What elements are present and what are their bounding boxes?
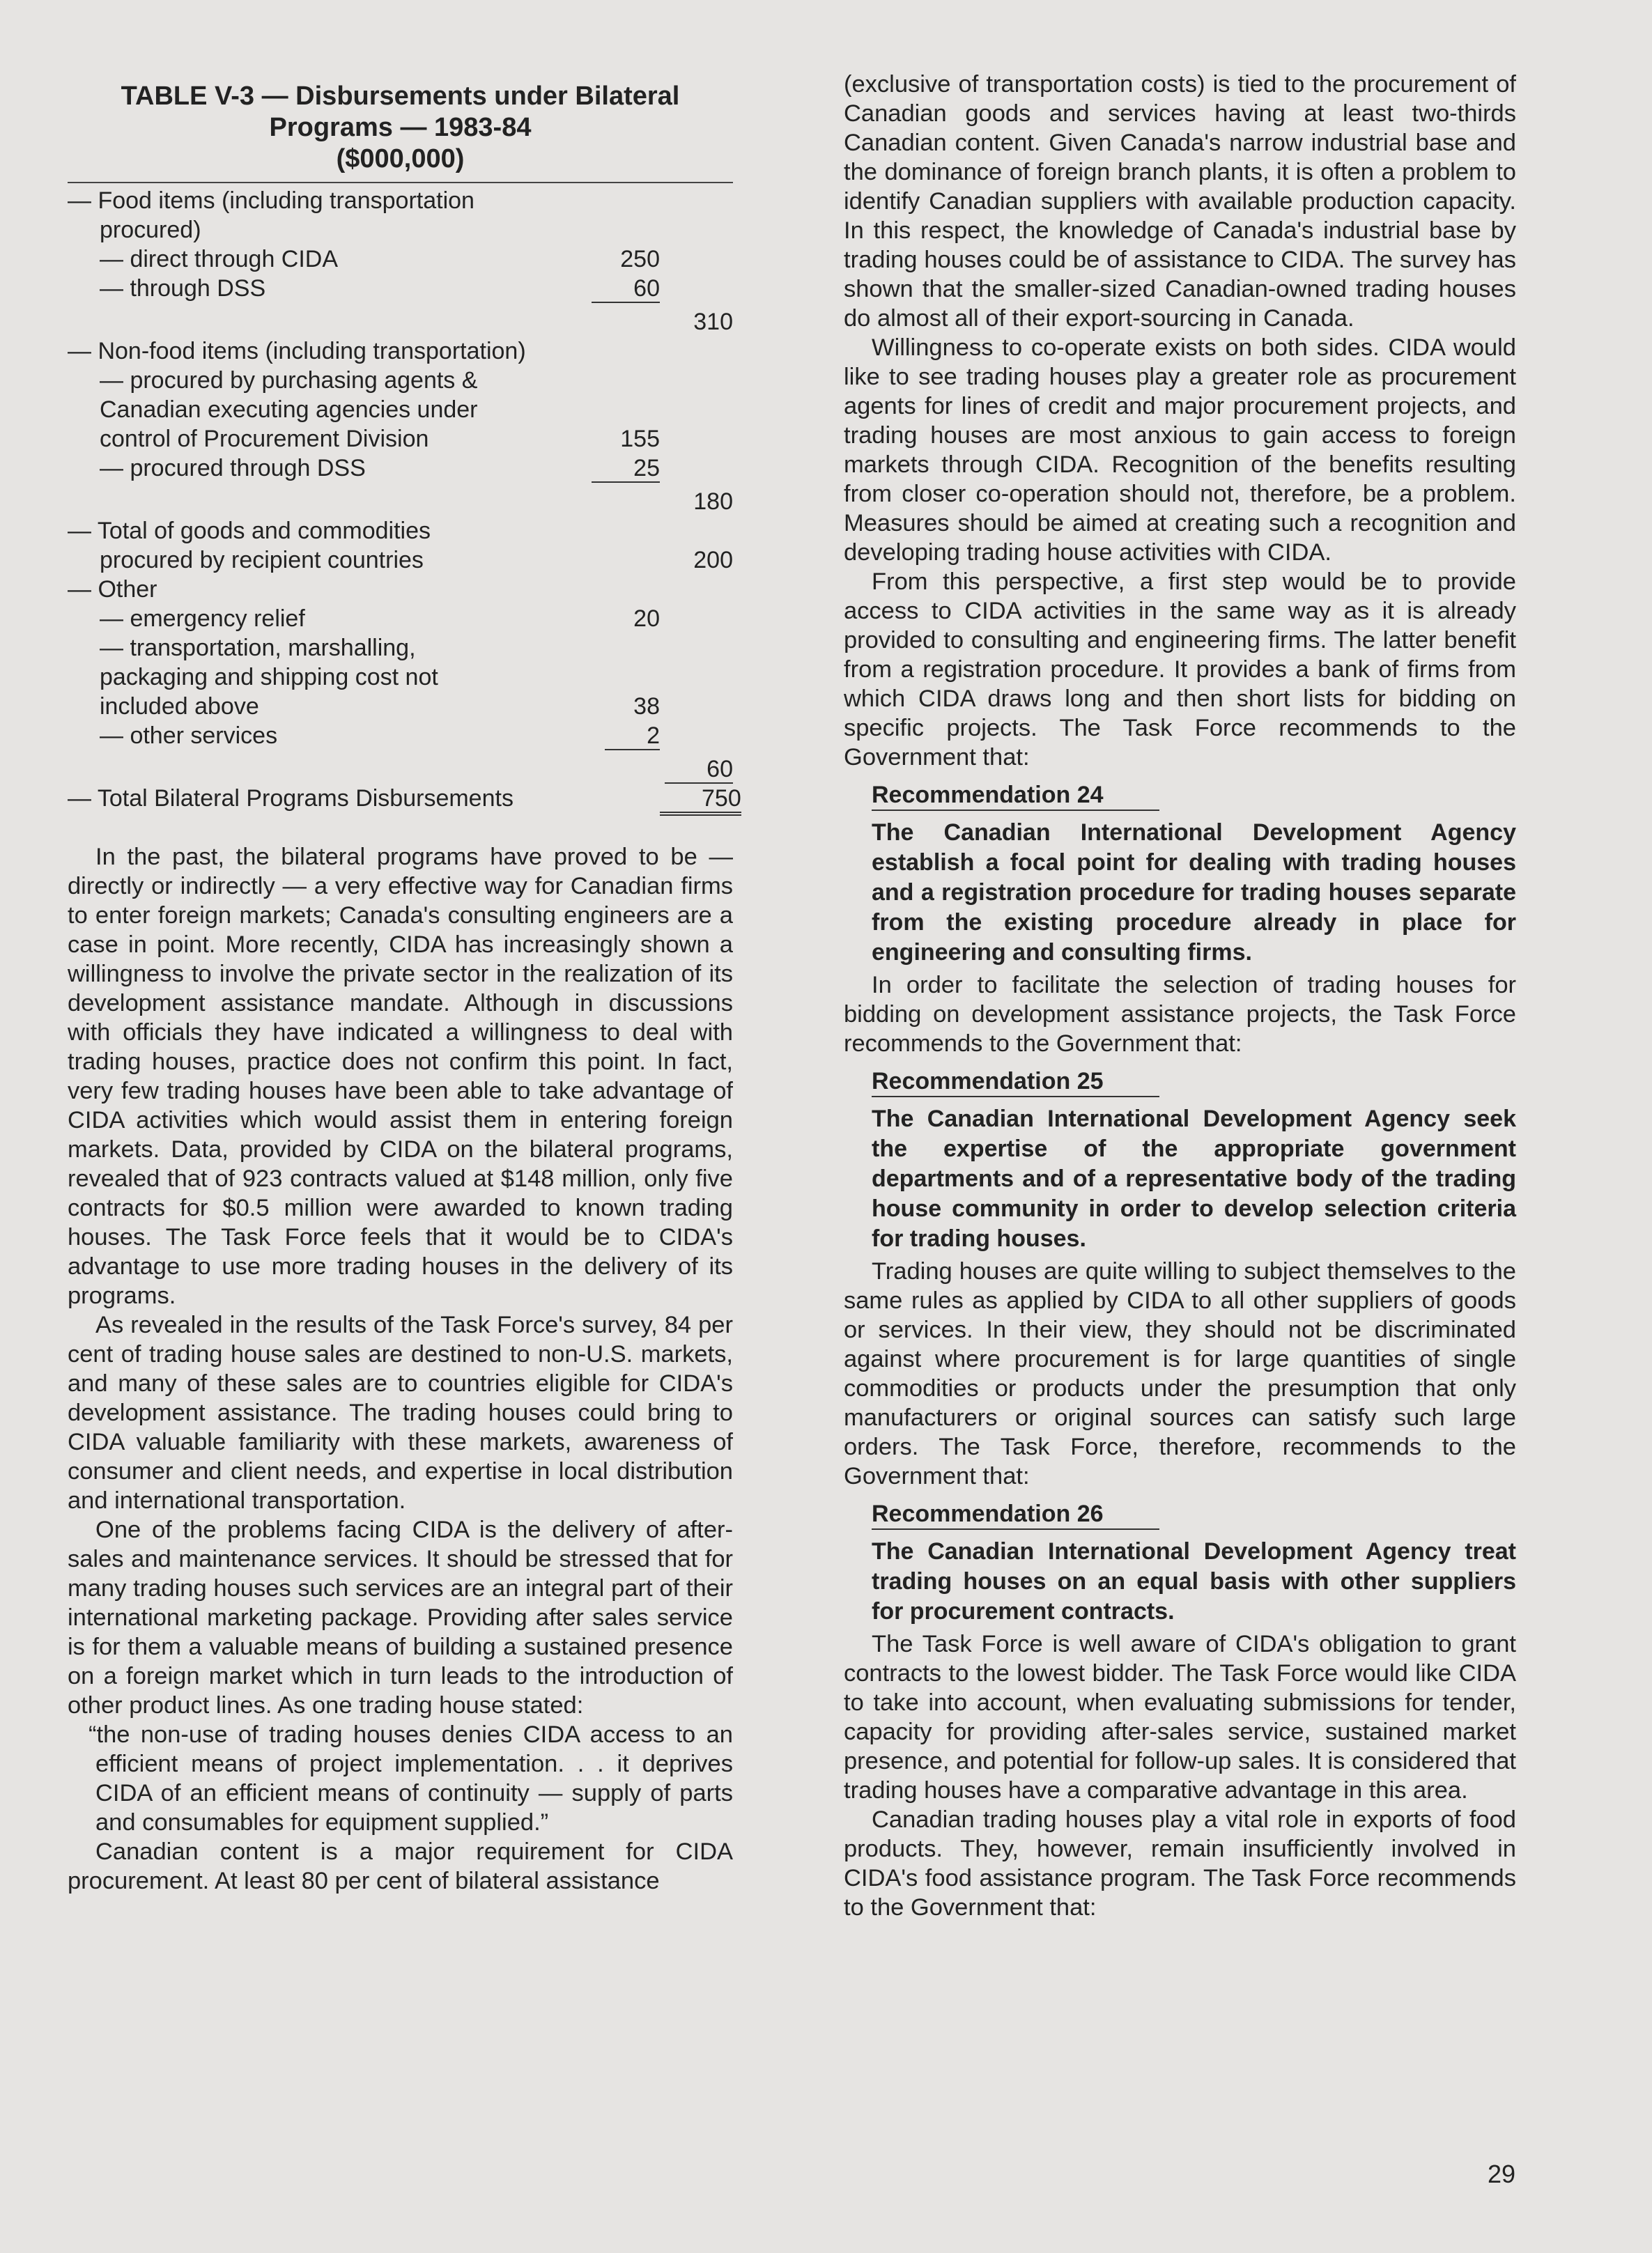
table-value-total [660,366,733,395]
table-value-total [660,454,733,483]
table-row [68,215,733,245]
body-paragraph: The Task Force is well aware of CIDA's obligation to grant contracts to the lowest bidder. The Task Force would like CIDA to take into account, when evaluating submissions for tender, capacity for providing after-sales service, sustained market presence, and potential for follow-up sales. It is considered that trading houses have a comparative advantage in this area. [844,1631,1516,1804]
table-row [68,784,741,813]
table-value-subtotal [590,721,660,750]
body-paragraph: One of the problems facing CIDA is the delivery of after-sales and maintenance services. It should be stressed that for many trading houses such services are an integral part of their international marketing package. Providing after sales service is for them a valuable means of building a sustained presence on a foreign market which in turn leads to the introduction of other product lines. As one trading house stated: [68,1517,733,1719]
table-row-label: packaging and shipping cost not [100,664,438,690]
table-row-label [68,754,590,784]
table-row [68,424,733,454]
body-paragraph: From this perspective, a first step would be to provide access to CIDA activities in the same way as it is already provided to consulting and engineering firms. The latter benefit from a registration procedure. It provides a bank of firms from which CIDA draws long and then short lists for bidding on specific projects. The Task Force recommends to the Government that: [844,568,1516,771]
table-value-total [660,487,733,516]
table-value-text: 60 [665,756,733,784]
table-value-total [660,604,733,633]
table-value-total [660,245,733,274]
table-value-total [660,663,733,692]
table-value-subtotal [590,575,660,604]
table-row-label: — direct through CIDA [100,246,339,272]
table-value-subtotal [590,545,660,575]
table-row-label: — Other [68,576,157,603]
table-value-total [660,215,733,245]
body-paragraph: Canadian trading houses play a vital role in exports of food products. They, however, remain insufficiently involved in CIDA's food assistance program. The Task Force recommends to the Government that: [844,1806,1516,1921]
table-row-label: — through DSS [100,275,266,302]
table-value-text: 20 [633,605,660,632]
table-value-text: 310 [693,309,733,335]
table-row [68,575,733,604]
table-row [68,454,733,483]
table-row-label [68,307,590,336]
disbursement-table [68,186,741,813]
page-number: 29 [1487,2160,1515,2188]
table-value-total [660,274,733,303]
table-row-label: — transportation, marshalling, [100,635,416,661]
table-row-label: Canadian executing agencies under [100,396,478,423]
table-row [68,366,733,395]
table-row-label: included above [100,693,259,720]
table-row [68,487,733,516]
table-row [68,545,733,575]
table-row [68,395,733,424]
table-value-subtotal [590,784,660,813]
table-value-total [660,575,733,604]
table-value-text: 180 [693,488,733,515]
body-paragraph: In order to facilitate the selection of trading houses for bidding on development assistance projects, the Task Force recommends to the Government that: [844,972,1516,1057]
table-row [68,721,733,750]
table-value-subtotal [590,366,660,395]
table-row-label: procured) [100,217,201,243]
table-row [68,336,733,366]
table-row [68,274,733,303]
table-title: TABLE V-3 — Disbursements under Bilateral Programs — 1983-84 ($000,000) [121,82,680,173]
table-value-total [660,516,733,545]
table-row [68,186,733,215]
table-value-text: 750 [660,785,741,816]
table-value-subtotal [590,307,660,336]
recommendation-24-text: The Canadian International Development Agency establish a focal point for dealing with trading houses and a registration procedure for trading houses separate from the existing procedure already in place for engineering and consulting firms. [872,819,1516,966]
body-paragraph: Trading houses are quite willing to subject themselves to the same rules as applied by CIDA to all other suppliers of goods or services. In their view, they should not be discriminated against where procurement is for large quantities of single commodities or products under the presumption that only manufacturers or original sources can satisfy such large orders. The Task Force, therefore, recommends to the Government that: [844,1258,1516,1489]
table-value-subtotal [590,395,660,424]
body-paragraph: In the past, the bilateral programs have proved to be — directly or indirectly — a very effective way for Canadian firms to enter foreign markets; Canada's consulting engineers are a case in point. More recently, CIDA has increasingly shown a willingness to involve the private sector in the realization of its development assistance mandate. Although in discussions with officials they have indicated a willingness to deal with trading houses, practice does not confirm this point. In fact, very few trading houses have been able to take advantage of CIDA activities which would assist them in entering foreign markets. Data, provided by CIDA on the bilateral programs, revealed that of 923 contracts valued at $148 million, only five contracts for $0.5 million were awarded to known trading houses. The Task Force feels that it would be to CIDA's advantage to use more trading houses in the delivery of its programs. [68,844,733,1309]
table-value-subtotal [590,604,660,633]
recommendation-25-heading: Recommendation 25 [872,1067,1159,1097]
table-value-subtotal [590,692,660,721]
table-value-total [660,336,733,366]
table-value-subtotal [590,424,660,454]
table-value-total [660,633,733,663]
table-value-subtotal [590,186,660,215]
left-column [68,70,741,1896]
table-value-total [660,307,733,336]
table-row [68,692,733,721]
table-row [68,754,733,784]
table-value-total [660,721,733,750]
table-row [68,245,733,274]
table-row-label [68,487,590,516]
recommendation-26-text: The Canadian International Development Agency treat trading houses on an equal basis with other suppliers for procurement contracts. [872,1538,1516,1625]
table-value-total [660,784,741,813]
table-row-label: — Total of goods and commodities [68,518,431,544]
table-value-text: 60 [592,275,660,303]
table-row [68,516,733,545]
table-value-total [660,186,733,215]
body-paragraph: (exclusive of transportation costs) is tied to the procurement of Canadian goods and services having at least two-thirds Canadian content. Given Canada's narrow industrial base and the dominance of foreign branch plants, it is often a problem to identify Canadian suppliers with available production capacity. In this respect, the knowledge of Canada's industrial base by trading houses could be of assistance to CIDA. The survey has shown that the smaller-sized Canadian-owned trading houses do almost all of their export-sourcing in Canada. [844,71,1516,332]
table-value-text: 250 [620,246,660,272]
recommendation-26-heading: Recommendation 26 [872,1499,1159,1530]
recommendation-25-text: The Canadian International Development Agency seek the expertise of the appropriate government departments and of a representative body of the trading house community in order to develop selection criteria for trading houses. [872,1106,1516,1252]
block-quote: “the non-use of trading houses denies CIDA access to an efficient means of project implementation. . . it deprives CIDA of an efficient means of continuity — supply of parts and consumables for equipment supplied.” [88,1721,733,1836]
table-row-label: — procured through DSS [100,455,366,481]
table-row-label: — procured by purchasing agents & [100,367,478,394]
table-value-text: 38 [633,693,660,720]
table-row [68,604,733,633]
table-value-subtotal [590,454,660,483]
table-value-total [660,545,733,575]
table-row-label: — Total Bilateral Programs Disbursements [68,785,514,812]
table-row-label: control of Procurement Division [100,426,429,452]
table-value-subtotal [590,663,660,692]
table-top-rule [68,182,733,183]
table-value-subtotal [590,215,660,245]
table-value-text: 25 [592,455,660,483]
table-row [68,307,733,336]
table-row-label: — Non-food items (including transportation) [68,338,526,364]
table-value-subtotal [590,245,660,274]
table-value-total [660,692,733,721]
table-row-label: procured by recipient countries [100,547,424,573]
table-row [68,663,733,692]
right-column [844,70,1516,1922]
table-value-subtotal [590,274,660,303]
body-paragraph: Canadian content is a major requirement for CIDA procurement. At least 80 per cent of bilateral assistance [68,1838,733,1894]
recommendation-24-heading: Recommendation 24 [872,780,1159,811]
table-value-total [660,754,733,784]
table-value-subtotal [590,336,660,366]
body-paragraph: Willingness to co-operate exists on both sides. CIDA would like to see trading houses play a greater role as procurement agents for lines of credit and major procurement projects, and trading houses are most anxious to gain access to foreign markets through CIDA. Recognition of the benefits resulting from closer co-operation should not, therefore, be a problem. Measures should be aimed at creating such a recognition and developing trading house activities with CIDA. [844,334,1516,566]
table-value-text: 2 [605,722,660,750]
body-paragraph: As revealed in the results of the Task Force's survey, 84 per cent of trading house sales are destined to non-U.S. markets, and many of these sales are to countries eligible for CIDA's development assistance. The trading houses could bring to CIDA valuable familiarity with these markets, awareness of consumer and client needs, and expertise in local distribution and international transportation. [68,1312,733,1514]
table-value-text: 200 [693,547,733,573]
table-row-label: — Food items (including transportation [68,187,474,214]
table-value-subtotal [590,487,660,516]
table-value-total [660,395,733,424]
table-value-subtotal [590,754,660,784]
table-row [68,633,733,663]
table-value-subtotal [590,633,660,663]
table-value-subtotal [590,516,660,545]
table-row-label: — other services [100,722,278,749]
table-value-text: 155 [620,426,660,452]
table-row-label: — emergency relief [100,605,305,632]
table-value-total [660,424,733,454]
